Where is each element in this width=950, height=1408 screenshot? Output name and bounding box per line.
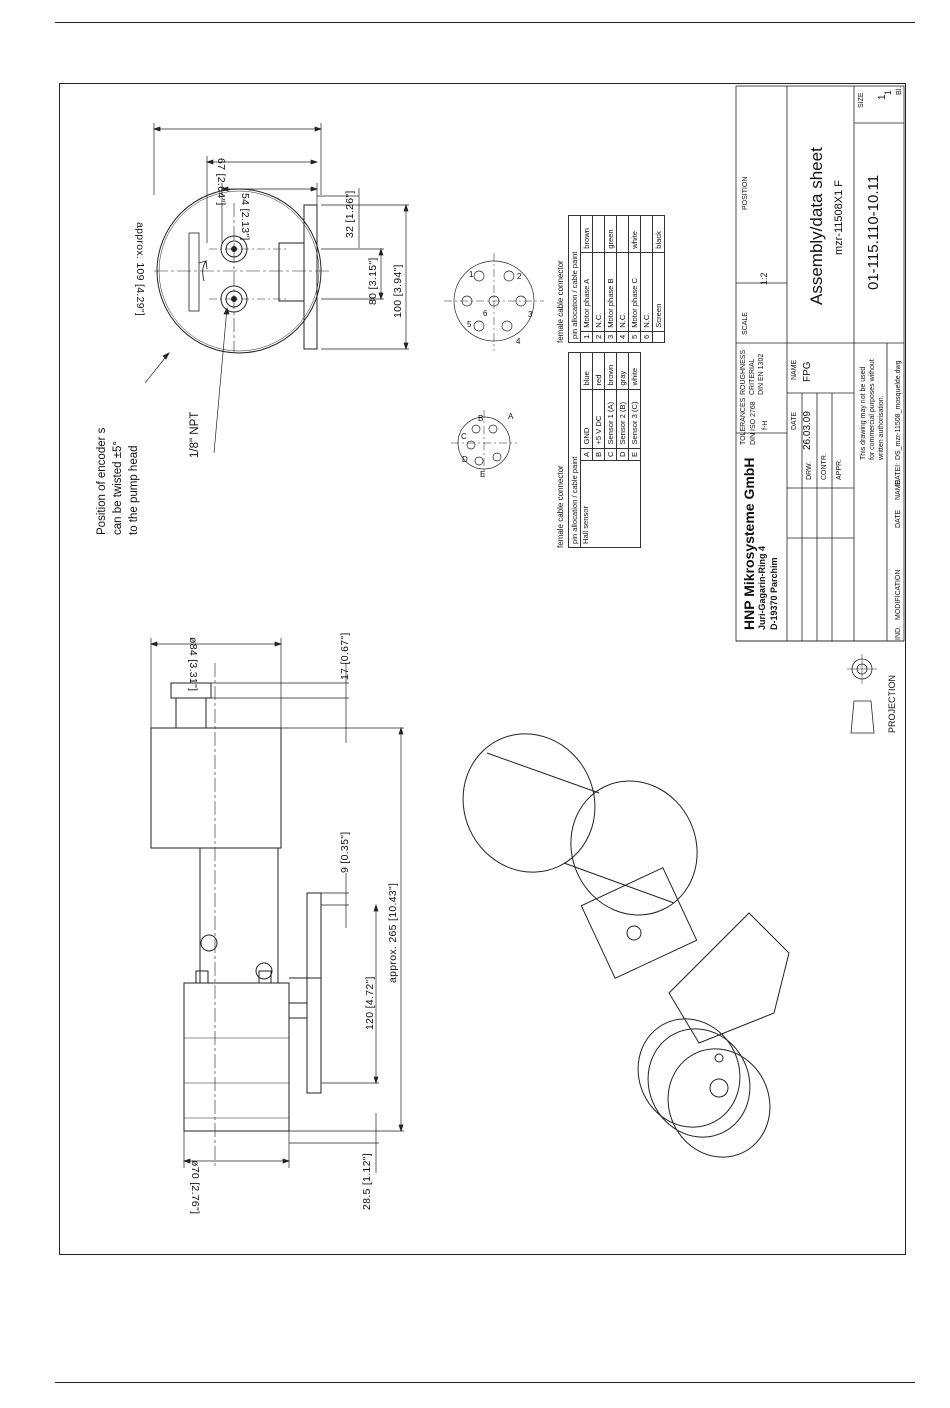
dim-67: 67 [2.64"] <box>215 158 227 206</box>
encoder-note-line1: Position of encoder s <box>96 427 108 535</box>
motor-pin-1: 1 <box>469 270 474 279</box>
table-cell: black <box>653 215 665 252</box>
datei-value: DS_mzr-11508_mosquelde.dwg <box>895 360 902 460</box>
pump-isometric-view <box>441 712 789 1174</box>
table-cell: 3 <box>605 331 617 342</box>
motor-pin-6: 6 <box>483 309 488 318</box>
contr-label: CONTR. <box>821 453 828 480</box>
table-cell: 4 <box>617 331 629 342</box>
hall-table-title: female cable connector <box>556 465 565 548</box>
table-cell: brown <box>581 215 593 252</box>
npt-label: 1/8" NPT <box>189 411 201 458</box>
table-cell: N.C. <box>593 252 605 331</box>
tolerances-value: f-H <box>762 420 769 430</box>
datei-label: DATEI: <box>895 462 902 485</box>
dim-17: 17 [0.67"] <box>339 632 351 680</box>
hall-table-header: pin allocation / cable paint <box>569 352 581 547</box>
roughness-std: DIN EN 1302 <box>758 353 765 395</box>
dim-100: 100 [3.94"] <box>392 264 404 318</box>
dim-approx-109: approx. 109 [4.29"] <box>134 222 146 317</box>
table-cell: B <box>593 448 605 460</box>
roughness-label: ROUGHNESS <box>740 349 747 395</box>
model-number: mzr-11508X1 F <box>833 180 845 255</box>
notice-line1: This drawing may not be used <box>860 366 867 460</box>
table-cell: Sensor 2 (B) <box>617 389 629 448</box>
motor-pin-5: 5 <box>467 320 472 329</box>
motor-connector-table <box>568 215 665 343</box>
table-cell <box>593 215 605 252</box>
hall-pin-d: D <box>462 455 468 464</box>
dim-28-5: 28.5 [1.12"] <box>361 1153 373 1210</box>
table-cell: Sensor 1 (A) <box>605 389 617 448</box>
drw-name: FPG <box>802 361 813 382</box>
table-cell: N.C. <box>641 252 653 331</box>
table-cell: 1 <box>581 331 593 342</box>
table-cell: C <box>605 448 617 460</box>
dim-120: 120 [4.72"] <box>364 976 376 1030</box>
table-cell: D <box>617 448 629 460</box>
table-cell: Motor phase A <box>581 252 593 331</box>
table-cell <box>653 331 665 342</box>
date-column-label: DATE <box>791 411 798 430</box>
position-label: POSITION <box>742 176 749 210</box>
table-cell <box>641 215 653 252</box>
notice-line2: for commercial purposes without <box>869 359 876 460</box>
table-cell: A <box>581 448 593 460</box>
table-cell: +5 V DC <box>593 389 605 448</box>
sheet-title: Assembly/data sheet <box>807 147 826 305</box>
tolerances-std: DIN ISO 2768 <box>750 401 757 445</box>
name-label-bottom: NAME <box>895 479 902 500</box>
dim-84: ø84 [3.31"] <box>187 637 199 692</box>
header-rule <box>55 22 915 23</box>
motor-connector-drawing <box>444 253 544 351</box>
company-street: Juri-Gagarin-Ring 4 <box>757 545 767 630</box>
table-cell: 6 <box>641 331 653 342</box>
hall-pin-c: C <box>461 432 467 441</box>
table-cell: GND <box>581 389 593 448</box>
table-cell: red <box>593 352 605 389</box>
table-cell: white <box>629 215 641 252</box>
drw-date: 26.03.09 <box>802 411 813 450</box>
dim-80: 80 [3.15"] <box>367 257 379 305</box>
table-cell: E <box>629 448 641 460</box>
date-label-bottom: DATE <box>895 509 902 528</box>
dim-70: ø70 [2.76"] <box>189 1160 201 1215</box>
dim-32: 32 [1.26"] <box>344 190 356 238</box>
table-cell: Motor phase B <box>605 252 617 331</box>
motor-table-header: pin allocation / cable paint <box>569 215 581 342</box>
name-column-label: NAME <box>791 359 798 380</box>
ind-label: IND. <box>895 626 902 640</box>
motor-pin-3: 3 <box>528 310 533 319</box>
motor-table-title: female cable connector <box>556 260 565 343</box>
size-label: SIZE <box>858 92 865 108</box>
pump-side-view <box>151 663 321 1168</box>
drw-label: DRW. <box>806 461 813 480</box>
hall-pin-e: E <box>480 470 486 479</box>
scale-label: SCALE <box>742 312 749 335</box>
encoder-note-line2: can be twisted ±5° <box>112 440 124 535</box>
drawing-number: 01-115.110-10.11 <box>865 174 882 290</box>
bl-label: Bl. <box>896 86 903 95</box>
encoder-note-line3: to the pump head <box>128 445 140 535</box>
table-cell: gray <box>617 352 629 389</box>
scale-value: 1:2 <box>759 272 769 285</box>
table-cell: green <box>605 215 617 252</box>
footer-rule <box>55 1382 915 1383</box>
dim-9: 9 [0.35"] <box>339 831 351 873</box>
dim-approx-265: approx. 265 [10.43"] <box>387 882 399 983</box>
table-cell: Screen <box>653 252 665 331</box>
hall-group-label: Hall sensor <box>581 461 641 548</box>
hall-pin-b: B <box>478 414 484 423</box>
notice-line3: written authorisation. <box>878 395 885 460</box>
table-cell: Sensor 3 (C) <box>629 389 641 448</box>
tolerances-label: TOLERANCES <box>740 397 747 445</box>
table-cell: Motor phase C <box>629 252 641 331</box>
table-cell: N.C. <box>617 252 629 331</box>
roughness-criterial: CRITERIAL <box>749 358 756 395</box>
size-value: 1 <box>877 94 888 100</box>
table-cell <box>617 215 629 252</box>
table-cell: 2 <box>593 331 605 342</box>
dim-54: 54 [2.13"] <box>239 193 251 241</box>
modification-label: MODIFICATION <box>895 569 902 620</box>
motor-pin-2: 2 <box>517 272 522 281</box>
company-name: HNP Mikrosysteme GmbH <box>741 457 757 630</box>
bl-value: 1 <box>883 89 893 95</box>
table-cell: blue <box>581 352 593 389</box>
appr-label: APPR. <box>836 458 843 480</box>
projection-label: PROJECTION <box>887 674 897 733</box>
table-cell: 5 <box>629 331 641 342</box>
table-cell: brown <box>605 352 617 389</box>
table-cell: white <box>629 352 641 389</box>
motor-pin-4: 4 <box>516 337 521 346</box>
hall-pin-a: A <box>508 412 514 421</box>
hall-connector-table <box>568 352 641 548</box>
company-city: D-19370 Parchim <box>769 557 779 630</box>
